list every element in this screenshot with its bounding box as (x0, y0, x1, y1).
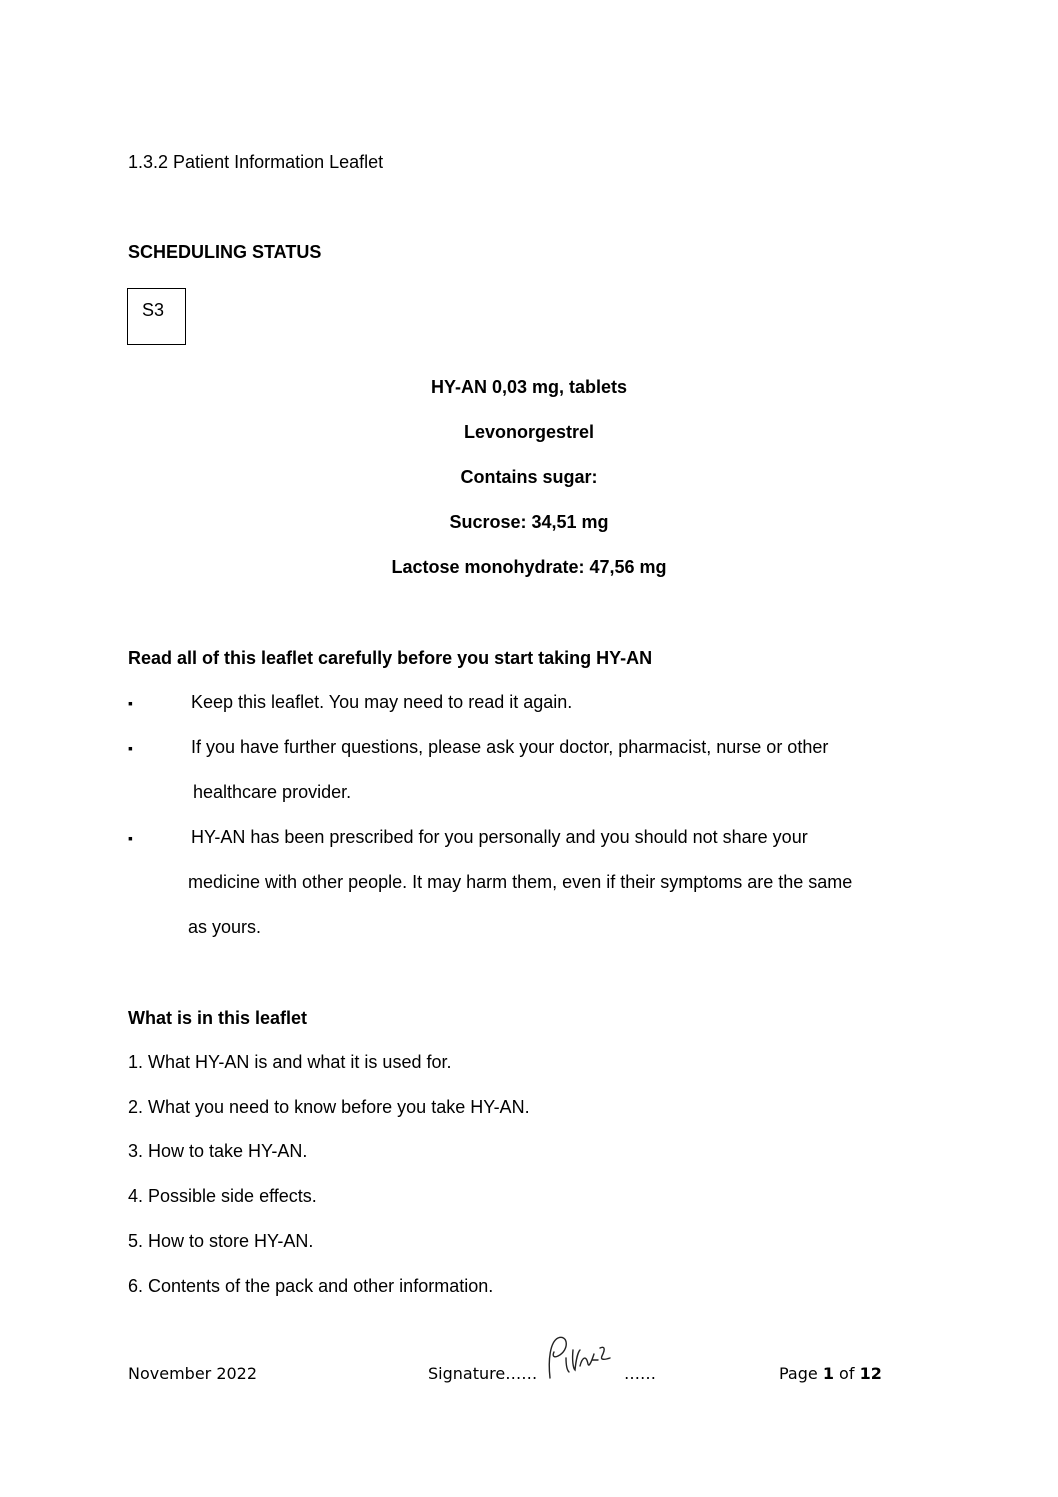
footer-page-number (779, 1364, 882, 1383)
lactose-amount: Lactose monohydrate: 47,56 mg (391, 557, 667, 577)
product-name: HY-AN 0,03 mg, tablets (430, 377, 628, 397)
contents-item: 4. Possible side effects. (128, 1186, 317, 1206)
bullet-text: HY-AN has been prescribed for you personally and you should not share your (191, 827, 808, 847)
product-ingredient: Levonorgestrel (463, 422, 595, 442)
bullet-marker: ▪ (128, 740, 133, 756)
handwritten-signature-icon (540, 1330, 620, 1390)
bullet-text-continued: as yours. (188, 917, 262, 937)
contents-item: 1. What HY-AN is and what it is used for. (128, 1052, 452, 1072)
bullet-text: If you have further questions, please ask your doctor, pharmacist, nurse or other (191, 737, 829, 757)
page-of: of (833, 1364, 860, 1383)
footer-date: November 2022 (128, 1364, 258, 1383)
bullet-marker: ▪ (128, 695, 133, 711)
page-prefix: Page (779, 1364, 823, 1383)
bullet-text: Keep this leaflet. You may need to read it again. (191, 692, 573, 712)
bullet-marker: ▪ (128, 830, 133, 846)
bullet-text-continued: medicine with other people. It may harm them, even if their symptoms are the same (188, 872, 853, 892)
footer-signature-trail: …… (624, 1364, 656, 1383)
sucrose-amount: Sucrose: 34,51 mg (449, 512, 609, 532)
page-current: 1 (822, 1364, 834, 1383)
section-title: 1.3.2 Patient Information Leaflet (128, 152, 384, 172)
scheduling-status-value: S3 (142, 300, 165, 320)
contents-item: 5. How to store HY-AN. (128, 1231, 314, 1251)
contents-item: 3. How to take HY-AN. (128, 1141, 308, 1161)
bullet-text-continued: healthcare provider. (193, 782, 352, 802)
page-total: 12 (859, 1364, 882, 1383)
contents-item: 6. Contents of the pack and other information. (128, 1276, 494, 1296)
read-heading: Read all of this leaflet carefully before you start taking HY-AN (128, 648, 653, 668)
contents-item: 2. What you need to know before you take HY-AN. (128, 1097, 530, 1117)
contents-heading: What is in this leaflet (128, 1008, 308, 1028)
scheduling-heading: SCHEDULING STATUS (128, 242, 322, 262)
sugar-label: Contains sugar: (460, 467, 598, 487)
footer-signature-label: Signature…… (428, 1364, 538, 1383)
scheduling-status-box (127, 288, 186, 345)
